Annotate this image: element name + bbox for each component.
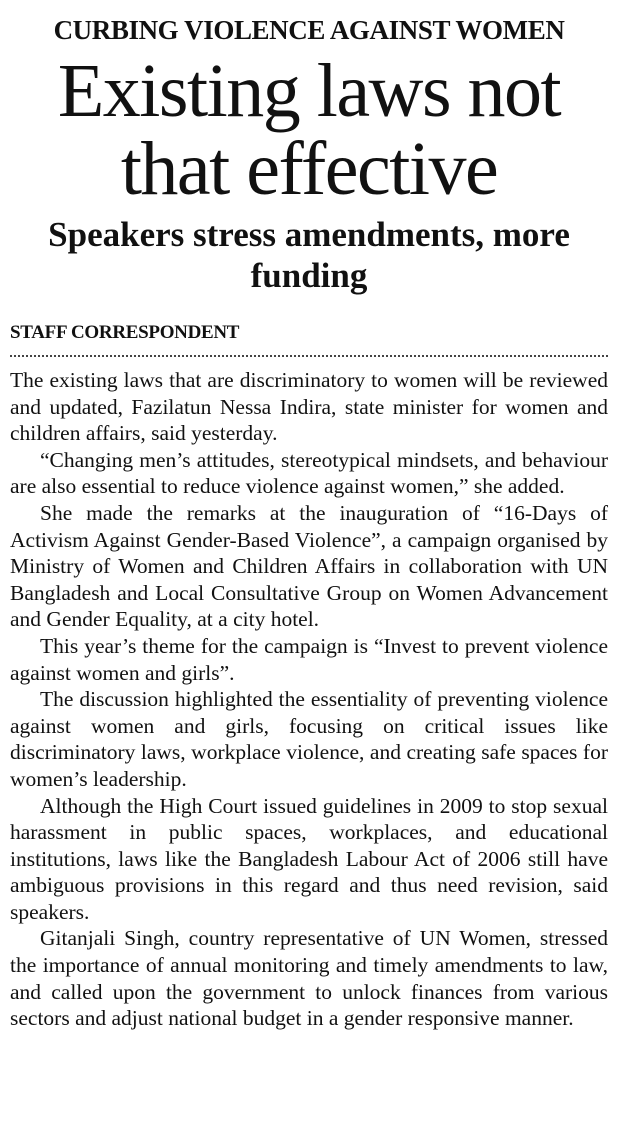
article-paragraph-2: “Changing men’s attitudes, stereotypical mindsets, and behaviour are also essential to reduce violence against women,” she added. <box>10 447 608 499</box>
article-subheadline: Speakers stress amendments, more funding <box>48 215 570 295</box>
article-byline: STAFF CORRESPONDENT <box>10 322 240 343</box>
article-paragraph-3: She made the remarks at the inauguration of “16-Days of Activism Against Gender-Based Violence”, a campaign organised by Ministry of Women and Children Affairs in collaboration with UN Bangladesh and Local Consultative Group on Women Advancement and Gender Equality, at a city hotel. <box>10 500 608 632</box>
article-headline: Existing laws not that effective <box>57 49 561 211</box>
article-body <box>10 367 608 1032</box>
article-paragraph-7: Gitanjali Singh, country representative of UN Women, stressed the importance of annual monitoring and timely amendments to law, and called upon the government to unlock finances from various sectors and adjust national budget in a gender responsive manner. <box>10 926 608 1031</box>
article-paragraph-5: The discussion highlighted the essentiality of preventing violence against women and girls, focusing on critical issues like discriminatory laws, workplace violence, and creating safe spaces for women’s leadership. <box>10 687 608 791</box>
article-paragraph-4: This year’s theme for the campaign is “Invest to prevent violence against women and girls”. <box>10 633 608 685</box>
article-paragraph-1: The existing laws that are discriminatory to women will be reviewed and updated, Fazilatun Nessa Indira, state minister for women and children affairs, said yesterday. <box>10 368 608 446</box>
article-kicker: CURBING VIOLENCE AGAINST WOMEN <box>53 15 565 45</box>
article-paragraph-6: Although the High Court issued guidelines in 2009 to stop sexual harassment in public spaces, workplaces, and educational institutions, laws like the Bangladesh Labour Act of 2006 still have ambiguous provisions in this regard and thus need revision, said speakers. <box>10 793 608 924</box>
dotted-divider <box>10 355 608 357</box>
